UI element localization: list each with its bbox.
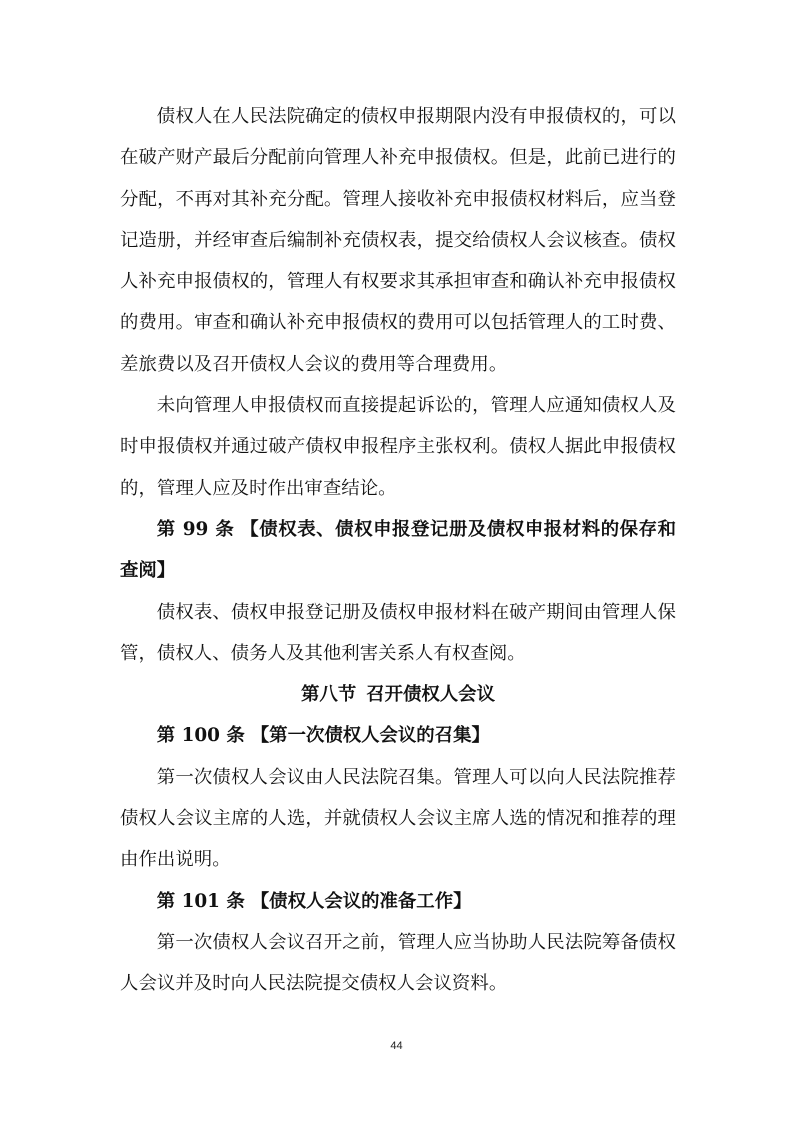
section-8-heading: [120, 674, 676, 715]
paragraph-supplementary-claims: 债权人在人民法院确定的债权申报期限内没有申报债权的，可以在破产财产最后分配前向管理人补充申报债权。但是，此前已进行的分配，不再对其补充分配。管理人接收补充申报债权材料后，应当登记造册，并经审查后编制补充债权表，提交给债权人会议核查。债权人补充申报债权的，管理人有权要求其承担审查和确认补充申报债权的费用。审查和确认补充申报债权的费用可以包括管理人的工时费、差旅费以及召开债权人会议的费用等合理费用。: [120, 106, 676, 375]
article-99-title: 【债权表、债权申报登记册及债权申报材料的保存和查阅】: [120, 518, 676, 582]
article-99-heading: [120, 509, 676, 592]
article-100-number: 第 100 条: [156, 725, 245, 747]
article-100-body: 第一次债权人会议由人民法院召集。管理人可以向人民法院推荐债权人会议主席的人选，并就债权人会议主席人选的情况和推荐的理由作出说明。: [120, 766, 676, 871]
article-101-title: 【债权人会议的准备工作】: [250, 890, 472, 912]
section-8-title: 召开债权人会议: [366, 684, 495, 706]
article-99-number: 第 99 条: [156, 518, 235, 540]
article-101-heading: [120, 881, 676, 922]
section-8-number: 第八节: [301, 684, 357, 706]
page-number: 44: [390, 1040, 403, 1052]
article-100-title: 【第一次债权人会议的召集】: [250, 725, 490, 747]
article-101-number: 第 101 条: [156, 890, 245, 912]
article-99-body: 债权表、债权申报登记册及债权申报材料在破产期间由管理人保管，债权人、债务人及其他利害关系人有权查阅。: [120, 601, 676, 664]
article-101-body: 第一次债权人会议召开之前，管理人应当协助人民法院筹备债权人会议并及时向人民法院提交债权人会议资料。: [120, 931, 676, 995]
paragraph-unfiled-claims-litigation: 未向管理人申报债权而直接提起诉讼的，管理人应通知债权人及时申报债权并通过破产债权申报程序主张权利。债权人据此申报债权的，管理人应及时作出审查结论。: [120, 395, 676, 499]
article-100-heading: [120, 715, 676, 756]
document-body: [120, 96, 676, 1005]
